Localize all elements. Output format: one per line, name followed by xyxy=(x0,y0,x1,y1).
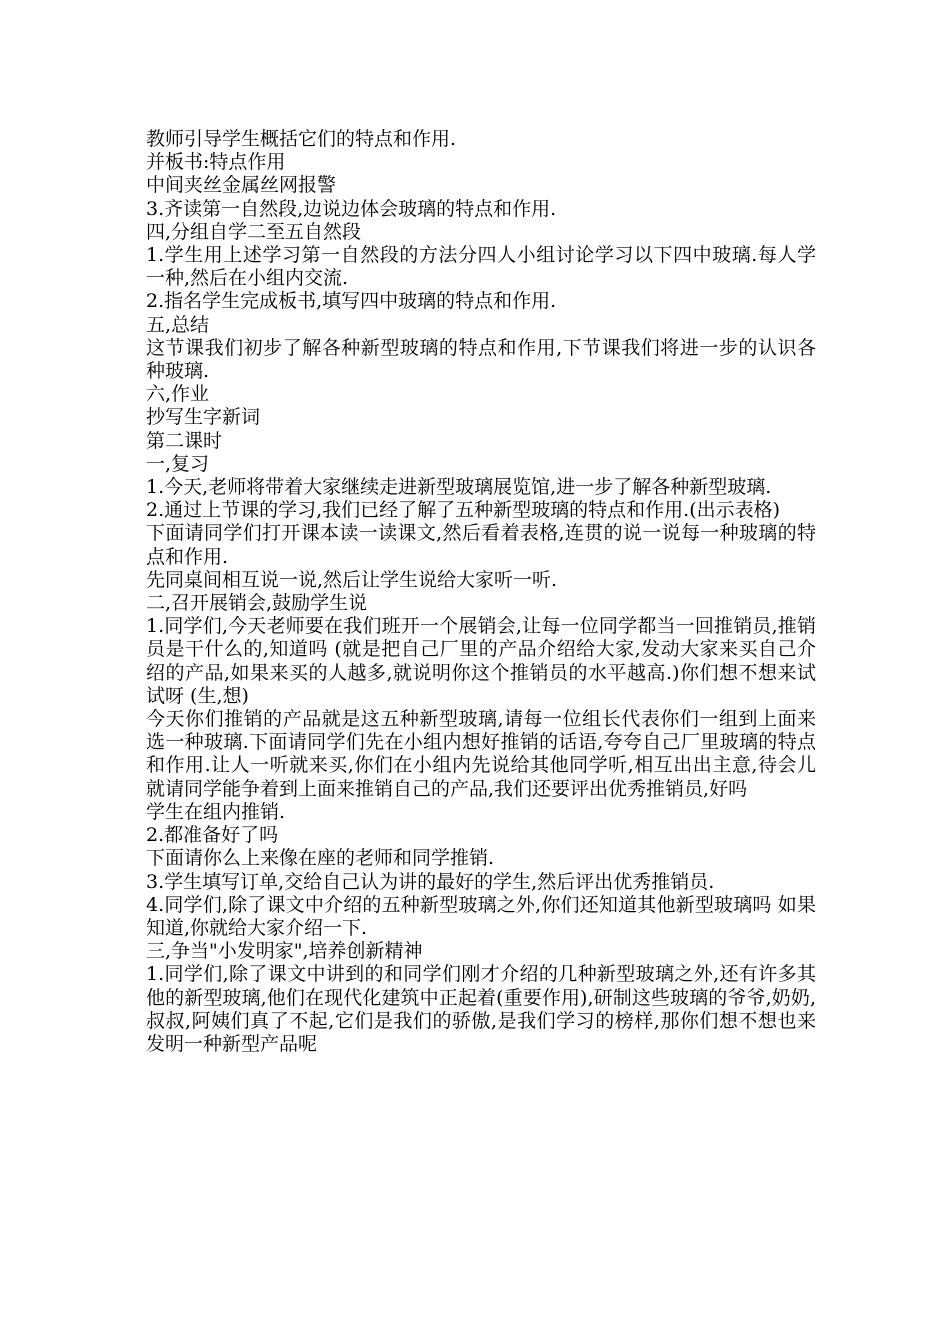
text-line: 教师引导学生概括它们的特点和作用. xyxy=(146,128,457,150)
text-line: 先同桌间相互说一说,然后让学生说给大家听一听. xyxy=(146,568,558,591)
text-line: 3.学生填写订单,交给自己认为讲的最好的学生,然后评出优秀推销员. xyxy=(146,870,715,893)
text-line: 下面请同学们打开课本读一读课文,然后看着表格,连贯的说一说每一种玻璃的特点和作用. xyxy=(146,522,816,568)
section-heading: 三,争当"小发明家",培养创新精神 xyxy=(146,940,423,963)
text-line: 学生在组内推销. xyxy=(146,800,286,823)
text-line: 这节课我们初步了解各种新型玻璃的特点和作用,下节课我们将进一步的认识各种玻璃. xyxy=(146,336,816,383)
section-heading: 六,作业 xyxy=(146,383,210,406)
lesson-heading: 第二课时 xyxy=(146,429,223,452)
section-heading: 四,分组自学二至五自然段 xyxy=(146,220,362,243)
text-line: 并板书:特点作用 xyxy=(146,151,286,174)
text-line: 1.同学们,今天老师要在我们班开一个展销会,让每一位同学都当一回推销员,推销员是干什么的,知道吗 (就是把自己厂里的产品介绍给大家,发动大家来买自己介绍的产品,如果来买的人越多,就说明你这个推销员的水平越高.)你们想不想来试试呀 (生,想) xyxy=(146,615,816,707)
text-line: 2.都准备好了吗 xyxy=(146,824,279,847)
text-line: 1.学生用上述学习第一自然段的方法分四人小组讨论学习以下四中玻璃.每人学一种,然后在小组内交流. xyxy=(146,244,816,290)
text-line: 下面请你么上来像在座的老师和同学推销. xyxy=(146,847,495,870)
text-line: 3.齐读第一自然段,边说边体会玻璃的特点和作用. xyxy=(146,197,557,220)
section-heading: 一,复习 xyxy=(146,452,210,475)
text-line: 1.今天,老师将带着大家继续走进新型玻璃展览馆,进一步了解各种新型玻璃. xyxy=(146,476,772,499)
text-line: 今天你们推销的产品就是这五种新型玻璃,请每一位组长代表你们一组到上面来选一种玻璃.下面请同学们先在小组内想好推销的话语,夸夸自己厂里玻璃的特点和作用.让人一听就来买,你们在小组内先说给其他同学听,相互出出主意,待会儿就请同学能争着到上面来推销自己的产品,我们还要评出优秀推销员,好吗 xyxy=(146,708,816,800)
section-heading: 二,召开展销会,鼓励学生说 xyxy=(146,592,368,615)
text-line: 抄写生字新词 xyxy=(146,406,261,429)
section-heading: 五,总结 xyxy=(146,313,210,336)
text-line: 2.通过上节课的学习,我们已经了解了五种新型玻璃的特点和作用.(出示表格) xyxy=(146,499,781,522)
text-line: 2.指名学生完成板书,填写四中玻璃的特点和作用. xyxy=(146,290,557,313)
text-line: 4.同学们,除了课文中介绍的五种新型玻璃之外,你们还知道其他新型玻璃吗 如果知道,你就给大家介绍一下. xyxy=(146,893,816,939)
document-body xyxy=(146,128,816,1056)
text-line: 1.同学们,除了课文中讲到的和同学们刚才介绍的几种新型玻璃之外,还有许多其他的新型玻璃,他们在现代化建筑中正起着(重要作用),研制这些玻璃的爷爷,奶奶,叔叔,阿姨们真了不起,它们是我们的骄傲,是我们学习的榜样,那你们想不想也来发明一种新型产品呢 xyxy=(146,963,816,1055)
text-line: 中间夹丝金属丝网报警 xyxy=(146,174,337,197)
